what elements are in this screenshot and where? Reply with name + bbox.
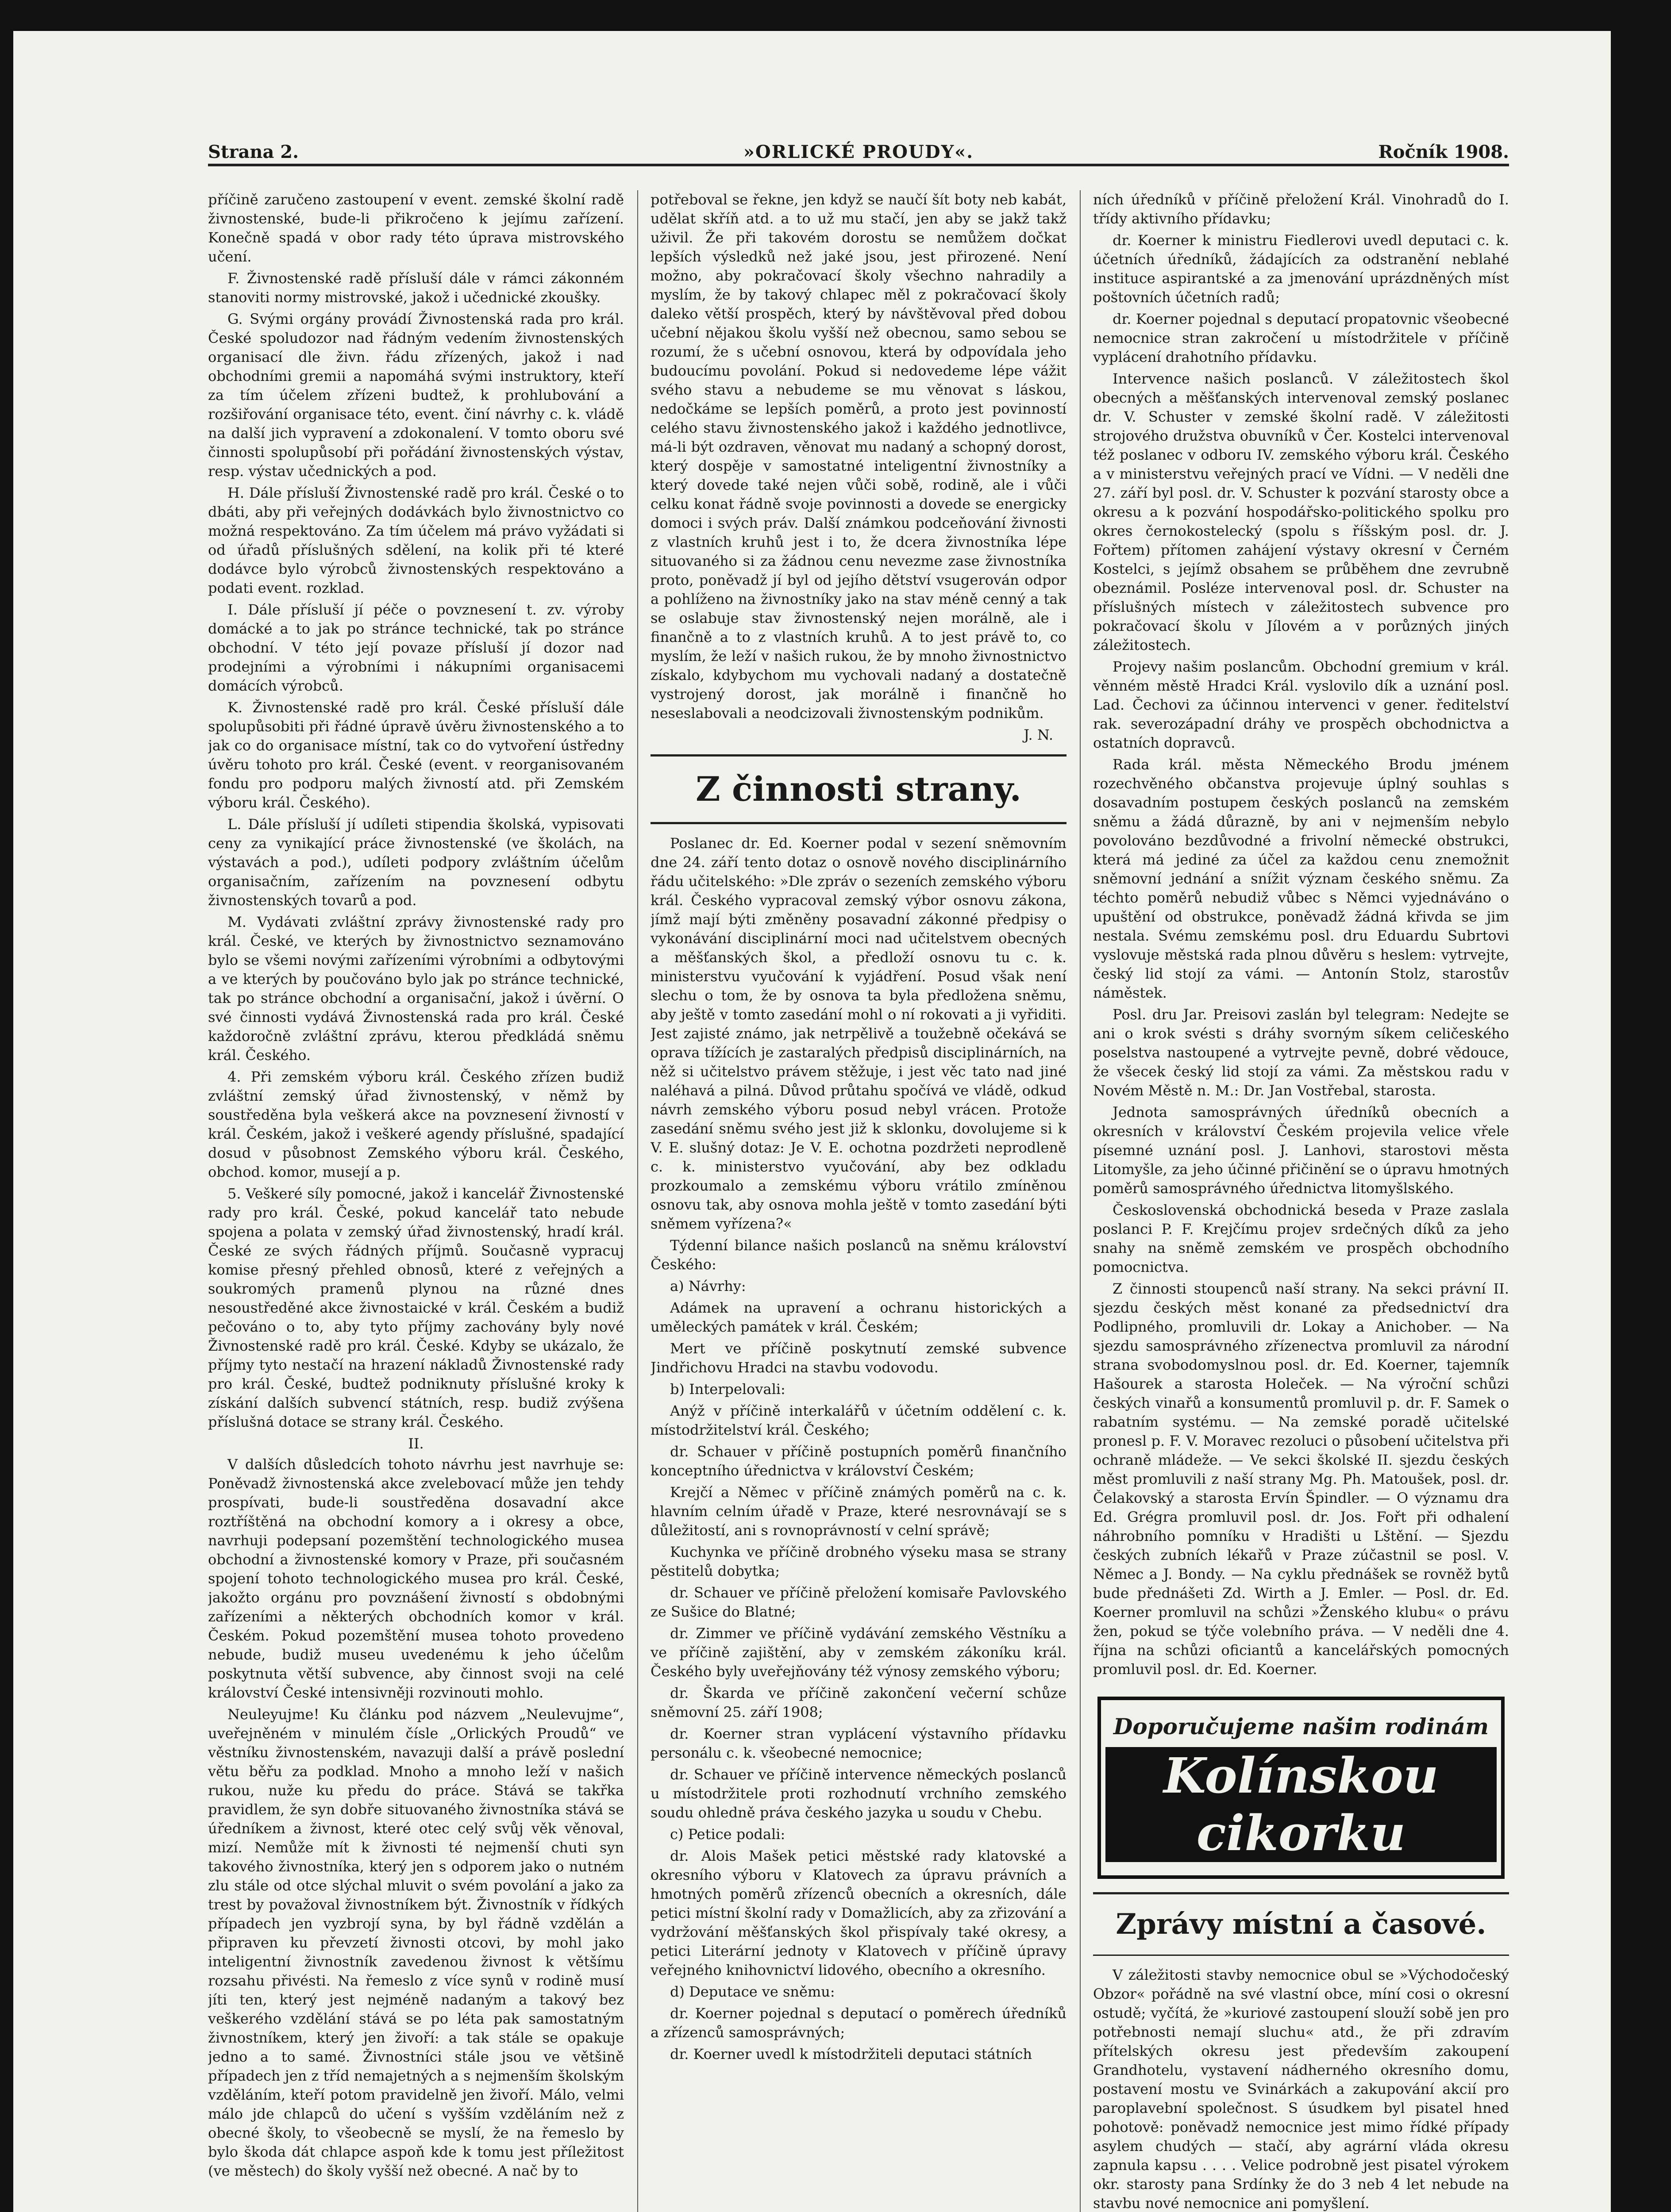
paragraph: dr. Zimmer ve příčině vydávání zemského Věstníku a ve příčině zajištění, aby v zemském zákoníku král. Českého byly uveřejňovány též výnosy zemského výboru; <box>651 1625 1067 1680</box>
paragraph: K. Živnostenské radě pro král. České přísluší dále spolupůsobiti při řádné úpravě úvěru živnostenského a to jak co do organisace místní, tak co do vytvoření ústředny úvěru tohoto pro král. České (event. v reorganisovaném fondu pro podporu malých živností atd. při Zemském výboru král. Českého). <box>208 699 624 811</box>
paragraph: dr. Koerner k ministru Fiedlerovi uvedl deputaci c. k. účetních úředníků, žádajících za odstranění neblahé instituce aspirantské a za jmenování uprázdněných míst poštovních účetních radů; <box>1093 232 1509 306</box>
paragraph: potřeboval se řekne, jen když se naučí šít boty neb kabát, udělat skříň atd. a to už mu stačí, jen aby se jakž takž uživil. Že při takovém dorostu se nemůžem dočkat lepších výsledků než jaké jsou, jest přirozené. Není možno, aby pokračovací školy všechno nahradily a myslím, že by takový chlapec měl z pokračovací školy daleko větší prospěch, který by návštěvoval před dobou učební nějakou školu vyšší než obecnou, samo sebou se rozumí, že s učební osnovou, která by odpovídala jeho budoucímu povolání. Pokud si nedovedeme lépe vážit svého stavu a nebudeme se mu věnovat s láskou, nedočkáme se lepších poměrů, a proto jest povinností celého stavu živnostenského jakož i každého jednotlivce, má-li být ozdraven, věnovat mu nadaný a schopný dorost, který dospěje v samostatné inteligentní živnostníky a který dovede také nejen vůči sobě, rodině, ale i vůči celku konat řádně svoje povinnosti a dovede se energicky domoci i svých práv. Další známkou podceňování živnosti z vlastních kruhů jest i to, že dcera živnostníka lépe situovaného si za žádnou cenu nevezme zase živnostníka proto, poněvadž jí byl od jejího dětství vsugerován odpor a pohlíženo na živnostníky jako na stav méně cenný a tak se oslabuje stav živnostenský nejen morálně, ale i finančně a to z vlastních kruhů. A to jest právě to, co myslím, že leží v našich rukou, že by mnoho živnostnictvo získalo, kdybychom mu vychovali nadaný a dostatečně vystrojený dorost, jak morálně i finančně ho neseslabovali a neodcizovali živnostenským podnikům. <box>651 191 1067 722</box>
paragraph: dr. Schauer ve příčině přeložení komisaře Pavlovského ze Sušice do Blatné; <box>651 1584 1067 1620</box>
paragraph: Mert ve příčině poskytnutí zemské subvence Jindřichovu Hradci na stavbu vodovodu. <box>651 1340 1067 1376</box>
paragraph: dr. Koerner stran vyplácení výstavního přídavku personálu c. k. všeobecné nemocnice; <box>651 1725 1067 1761</box>
paragraph: dr. Schauer ve příčině intervence německých poslanců u místodržitele proti rozhodnutí vrchního zemského soudu ohledně práva českého jazyka u soudu v Chebu. <box>651 1766 1067 1821</box>
paragraph: dr. Škarda ve příčině zakončení večerní schůze sněmovní 25. září 1908; <box>651 1685 1067 1720</box>
paragraph: Kuchynka ve příčině drobného výseku masa se strany pěstitelů dobytka; <box>651 1544 1067 1579</box>
paragraph: L. Dále přísluší jí udíleti stipendia školská, vypisovati ceny za vynikající práce živnostenské (ve školách, na výstavách a pod.), udíleti podpory zvláštním účelům organisačním, zařízením na povznesení odbytu živnostenských tovarů a pod. <box>208 816 624 909</box>
paragraph: Projevy našim poslancům. Obchodní gremium v král. věnném městě Hradci Král. vyslovilo dík a uznání posl. Lad. Čechovi za účinnou intervenci v gener. ředitelství rak. severozápadní dráhy ve prospěch obchodnictva a ostatních dopravců. <box>1093 658 1509 751</box>
paragraph: dr. Schauer v příčině postupních poměrů finančního konceptního úřednictva v království Českém; <box>651 1443 1067 1479</box>
paragraph: dr. Koerner pojednal s deputací o poměrech úředníků a zřízenců samosprávných; <box>651 2005 1067 2041</box>
paragraph: Československá obchodnická beseda v Praze zaslala poslanci P. F. Krejčímu projev srdečných díků za jeho snahy na sněmě zemském ve prospěch obchodního pomocnictva. <box>1093 1202 1509 1275</box>
paragraph: V záležitosti stavby nemocnice obul se »Východočeský Obzor« pořádně na své vlastní obce, míní cosi o okresní ostudě; vyčítá, že »kuriové zastoupení slouží sobě jen pro potřebnosti nemají sluchu« atd., že při zdravím přítelských okresu jest především zakoupení Grandhotelu, vystavení nádherného okresního domu, postavení mostu ve Svinárkách a zakupování akcií pro paroplavební společnost. S úsudkem byl pisatel hned pohotově: poněvadž nemocnice jest mimo řídké případy asylem chudých — stačí, aby agrární vláda okresu zapnula kapsu . . . . Velice podrobně jest pisatel výrokem okr. starosty pana Srdínky že do 3 neb 4 let nebude na stavbu nové nemocnice ani pomyšlení. <box>1093 1966 1509 2212</box>
volume-label: Ročník 1908. <box>1378 142 1509 162</box>
newspaper-page <box>208 142 1509 2212</box>
paragraph: Týdenní bilance našich poslanců na sněmu království Českého: <box>651 1237 1067 1273</box>
paragraph: M. Vydávati zvláštní zprávy živnostenské rady pro král. České, ve kterých by živnostnictvo seznamováno bylo se všemi novými zařízeními výrobními a odbytovými a ve kterých by poučováno bylo jak po stránce technické, tak po stránce obchodní a organisační, jakož i úvěrní. O své činnosti vydává Živnostenská rada pro král. České každoročně zvláštní zprávu, kterou předkládá sněmu král. Českého. <box>208 914 624 1064</box>
column-1 <box>208 190 624 2212</box>
paragraph: dr. Koerner pojednal s deputací propatovnic všeobecné nemocnice stran zakročení u místodržitele v příčině vyplácení drahotního přídavku. <box>1093 311 1509 365</box>
scan-border-left <box>0 0 13 2212</box>
paragraph: Adámek na upravení a ochranu historických a uměleckých památek v král. Českém; <box>651 1299 1067 1335</box>
paragraph: I. Dále přísluší jí péče o povznesení t. zv. výroby domácké a to jak po stránce technické, tak po stránce obchodní. V této její povaze přísluší jí dozor nad prodejními a výrobními i nákupními organisacemi domácích výrobců. <box>208 601 624 694</box>
section-heading: Z činnosti strany. <box>651 754 1067 824</box>
paragraph: F. Živnostenské radě přísluší dále v rámci zákonném stanoviti normy mistrovské, jakož i učednické zkoušky. <box>208 270 624 306</box>
paragraph: Anýž v příčině interkalářů v účetním oddělení c. k. místodržitelství král. Českého; <box>651 1402 1067 1438</box>
columns <box>208 190 1509 2212</box>
author-signature: J. N. <box>1024 726 1053 743</box>
paragraph: d) Deputace ve sněmu: <box>670 1983 835 2000</box>
scan-border-top <box>0 0 1671 31</box>
paragraph: c) Petice podali: <box>670 1826 785 1843</box>
paragraph: b) Interpelovali: <box>670 1381 785 1398</box>
paragraph: Rada král. města Německého Brodu jménem rozechvěného občanstva projevuje úplný souhlas s dosavadním postupem českých poslanců na zemském sněmu a žádá důrazně, by ani v nejmenším nebylo povolováno bezdůvodné a frivolní německé obstrukci, která má jediné za účel za každou cenu znemožnit sněmovní jednání a snížit význam českého sněmu. Za téchto poměrů nebudiž vůbec s Němci vyjednáváno o upuštění od obstrukce, poněvadž žádná křivda se jim nestala. Svému zemskému posl. dru Eduardu Subrtovi vyslovuje městská rada plnou důvěru s heslem: vytrvejte, český lid stojí za vámi. — Antonín Stolz, starostův náměstek. <box>1093 756 1509 1001</box>
paragraph: Poslanec dr. Ed. Koerner podal v sezení sněmovním dne 24. září tento dotaz o osnově nového disciplinárního řádu učitelského: »Dle zpráv o sezeních zemského výboru král. Českého vypracoval zemský výbor osnovu zákona, jímž mají býti změněny posavadní zákonné předpisy o vykonávání disciplinární moci nad učitelstvem obecných a měšťanských škol, a předloží osnovu tu c. k. ministerstvu vyučování k vyjádření. Posud však není slechu o tom, že by osnova ta byla předložena sněmu, aby ještě v tomto zasedání mohl o ní rokovati a ji vyřiditi. Jest zajisté známo, jak netrpělivě a toužebně očekává se oprava tížících je zastaralých předpisů disciplinárních, na něž si učitelstvo právem stěžuje, i jest věc tato nad jiné naléhavá a pilná. Důvod průtahu spočívá ve vládě, odkud návrh zemského výboru posud nebyl vrácen. Protože zasedání sněmu svého jest již k sklonku, dovolujeme si k V. E. slušný dotaz: Je V. E. ochotna pozdržeti neprodleně c. k. ministerstvo vyučování, aby bez odkladu prozkoumalo a zemskému výboru vrátilo zmíněnou osnovu tak, aby osnova mohla ještě v tomto zasedání býti sněmem vyřízena?« <box>651 835 1067 1232</box>
paragraph: 4. Při zemském výboru král. Českého zřízen budiž zvláštní zemský úřad živnostenský, v němž by soustředěna byla veškerá akce na povznesení živností v král. Českém, jakož i veškeré agendy příslušné, spadající dosud v působnost Zemského výboru král. Českého, obchod. komor, musejí a p. <box>208 1068 624 1180</box>
page-number: Strana 2. <box>208 142 299 162</box>
section-number: II. <box>408 1435 424 1452</box>
scan-border-right <box>1611 0 1671 2212</box>
paragraph: ních úředníků v příčině přeložení Král. Vinohradů do I. třídy aktivního přídavku; <box>1093 191 1509 227</box>
paragraph: Intervence našich poslanců. V záležitostech škol obecných a měšťanských intervenoval zemský poslanec dr. V. Schuster v zemské školní radě. V záležitosti strojového družstva obuvníků v Čer. Kostelci intervenoval též poslanec v odboru IV. zemského výboru král. Českého a v ministerstvu veřejných prací ve Vídni. — V neděli dne 27. září byl posl. dr. V. Schuster k pozvání starosty obce a okresu a k pozvání hospodářsko-politického spolku pro okres černokostelecký (spolu s říšským posl. dr. J. Fořtem) přítomen zahájení výstavy okresní v Černém Kostelci, s jejímž obsahem se průběhem dne zevrubně obeznámil. Posléze intervenoval posl. dr. Schuster na příslušných místech v záležitostech subvence pro pokračovací školu v Jílovém a v porůzných jiných záležitostech. <box>1093 370 1509 653</box>
paragraph: Jednota samosprávných úředníků obecních a okresních v království Českém projevila velice vřele písemné uznání posl. J. Lanhovi, starostovi města Litomyšle, za jeho účinné přičinění se o úpravu hmotných poměrů samosprávného úřednictva litomyšlského. <box>1093 1104 1509 1197</box>
paragraph: Posl. dru Jar. Preisovi zaslán byl telegram: Nedejte se ani o krok svésti s dráhy svorným síkem celičeského poselstva nastoupené a vytrvejte pevně, dobré vědouce, že všecek český lid stojí za vámi. Za městskou radu v Novém Městě n. M.: Dr. Jan Vostřebal, starosta. <box>1093 1006 1509 1099</box>
advertisement-box <box>1097 1697 1505 1879</box>
ad-product-name: Kolínskou cikorku <box>1105 1747 1497 1862</box>
ad-tagline: Doporučujeme našim rodinám <box>1113 1713 1489 1740</box>
masthead-title: »ORLICKÉ PROUDY«. <box>743 142 974 162</box>
paragraph: a) Návrhy: <box>670 1278 746 1294</box>
paragraph: dr. Koerner uvedl k místodržiteli deputaci státních <box>670 2046 1032 2062</box>
paragraph: Z činnosti stoupenců naší strany. Na sekci právní II. sjezdu českých měst konané za předsednictví dra Podlipného, promluvili dr. Lokay a Anichober. — Na sjezdu samosprávného zřízenectva promluvil za národní strana svobodomyslnou posl. dr. Ed. Koerner, tajemník Hašourek a starosta Holeček. — Na výroční schůzi českých vinařů a konsumentů promluvil p. dr. F. Samek o rabatním systému. — Na zemské poradě učitelské pronesl p. F. V. Moravec rezoluci o působení učitelstva při ochraně mládeže. — Ve sekci školské II. sjezdu českých měst promluvili z naší strany Mg. Ph. Matoušek, posl. dr. Čelakovský a starosta Ervín Špindler. — O významu dra Ed. Grégra promluvil posl. dr. Jos. Fořt při odhalení náhrobního pomníku v Hradišti u Lštění. — Sjezdu českých zubních lékařů v Praze zúčastnil se posl. V. Němec a J. Bondy. — Na cyklu přednášek se rovněž bytů bude přednášeti Zd. Wirth a J. Emler. — Posl. dr. Ed. Koerner promluvil na schůzi »Ženského klubu« o právu žen, pokud se týče volebního práva. — V neděli dne 4. října na schůzi oficiantů a kancelářských pomocných promluvil posl. dr. Ed. Koerner. <box>1093 1280 1509 1678</box>
paragraph: Neuleyujme! Ku článku pod názvem „Neulevujme“, uveřejněném v minulém čísle „Orlických Proudů“ ve věstníku živnostenském, navazuji další a právě poslední větu běřu za podklad. Mnoho a mnoho leží v našich rukou, nuže ku předu do práce. Stává se takřka pravidlem, že syn dobře situovaného živnostníka stává se úředníkem a živnost, které otec celý svůj věk věnoval, mizí. Nemůže mít k živnosti té nejmenší chuti syn takového živnostníka, který jen s odporem jako o nutném zlu stále od otce slýchal mluvit o svém povolání a jako za trest by považoval živnostníkem být. Živnostník v řídkých případech jen vyzbrojí syna, by byl řádně vzdělán a připraven ku převzetí živnosti otcovi, by mohl jako inteligentní živnostník zavedenou živnost k většímu rozsahu přivésti. Na řemeslo z více synů v rodině musí jíti ten, který jest nejméně nadaným a takový bez veškerého vzdělání stává se po léta pak samostatným živnostníkem, který jen živoří: a tak stále se opakuje jedno a to samé. Živnostníci stále jsou ve většině případech jen z tříd nemajetných a s nejmenším školským vzděláním, kteří potom pravidelně jen živoří. Málo, velmi málo jde chlapců do učení s vyšším vzděláním než z obecné školy, to všeobecně se myslí, že na řemeslo by bylo škoda dát chlapce aspoň kde k tomu jest příležitost (ve městech) do školy vyšší než obecné. A nač by to <box>208 1706 624 2179</box>
paragraph: V dalších důsledcích tohoto návrhu jest navrhuje se: Poněvadž živnostenská akce zvelebovací může jen tehdy prospívati, bude-li soustředěna dosavadní akce roztříštěná na obchodní komory a i okresy a obce, navrhuji podepsaní pozemštění technologického musea obchodní a živnostenské komory v Praze, při současném spojení tohoto technologického musea pro král. České, jakožto orgánu pro povznášení živností s obdobnými zařízeními a některých obchodních komor v král. Českém. Pokud pozemštění musea tohoto provedeno nebude, budiž museu uvedenému k jeho účelům poskytnuta větší subvence, aby činnost svoji na celé království České intensivněji rozvinouti mohlo. <box>208 1456 624 1701</box>
paragraph: G. Svými orgány provádí Živnostenská rada pro král. České spoludozor nad řádným vedením živnostenských organisací dle živn. řádu zřízených, jakož i nad obchodními gremii a napomáhá svými instruktory, kteří za tím účelem zřízeni budtež, k prohlubování a rozšiřování organisace této, event. činí návrhy c. k. vládě na další jich vypravení a zdokonalení. V tomto oboru své činnosti spolupůsobí při pořádání živnostenských výstav, resp. výstav učednických a pod. <box>208 311 624 480</box>
paragraph: dr. Alois Mašek petici městské rady klatovské a okresního výboru v Klatovech za úpravu právních a hmotných poměrů zřízenců obecních a okresních, dále petici místní školní rady v Domažlicích, aby za zřizování a vydržování měšťanských škol přispívaly také okresy, a petici Literární jednoty v Klatovech v příčině úpravy veřejného knihovnictví lidového, obecního a okresního. <box>651 1847 1067 1978</box>
paragraph: H. Dále přísluší Živnostenské radě pro král. České o to dbáti, aby při veřejných dodávkách bylo živnostnictvo co možná respektováno. Za tím účelem má právo vyžádati si od úřadů příslušných sdělení, na kolik při té které dodávce bylo výrobců živnostenských respektováno a podati event. rozklad. <box>208 484 624 596</box>
section-heading: Zprávy místní a časové. <box>1093 1892 1509 1956</box>
column-2 <box>651 190 1067 2212</box>
running-header <box>208 142 1509 166</box>
paragraph: Krejčí a Němec v příčině známých poměrů na c. k. hlavním celním úřadě v Praze, které nesrovnávají se s důležitostí, ani s rovnoprávností v celní správě; <box>651 1484 1067 1539</box>
column-3 <box>1093 190 1509 2212</box>
paragraph: 5. Veškeré síly pomocné, jakož i kancelář Živnostenské rady pro král. České, pokud kancelář tato nebude spojena a polata v zemský úřad živnostenský, hradí král. České ze svých řádných příjmů. Současně vypracuj komise přesný přehled obnosů, které z veřejných a soukromých pramenů plynou na různé dnes nesoustředěné akce živnostaické v král. Českém a budiž pečováno o to, aby tyto příjmy zachovány byly nové Živnostenské radě pro král. České. Kdyby se ukázalo, že příjmy tyto nestačí na hrazení nákladů Živnostenské rady pro král. České, budtež podniknuty příslušné kroky k získání dalších subvencí státních, resp. budiž zvýšena příslušná dotace se strany král. Českého. <box>208 1185 624 1430</box>
paragraph: příčině zaručeno zastoupení v event. zemské školní radě živnostenské, bude-li přikročeno k jejímu zařízení. Konečně spadá v obor rady této úprava mistrovského učení. <box>208 191 624 265</box>
